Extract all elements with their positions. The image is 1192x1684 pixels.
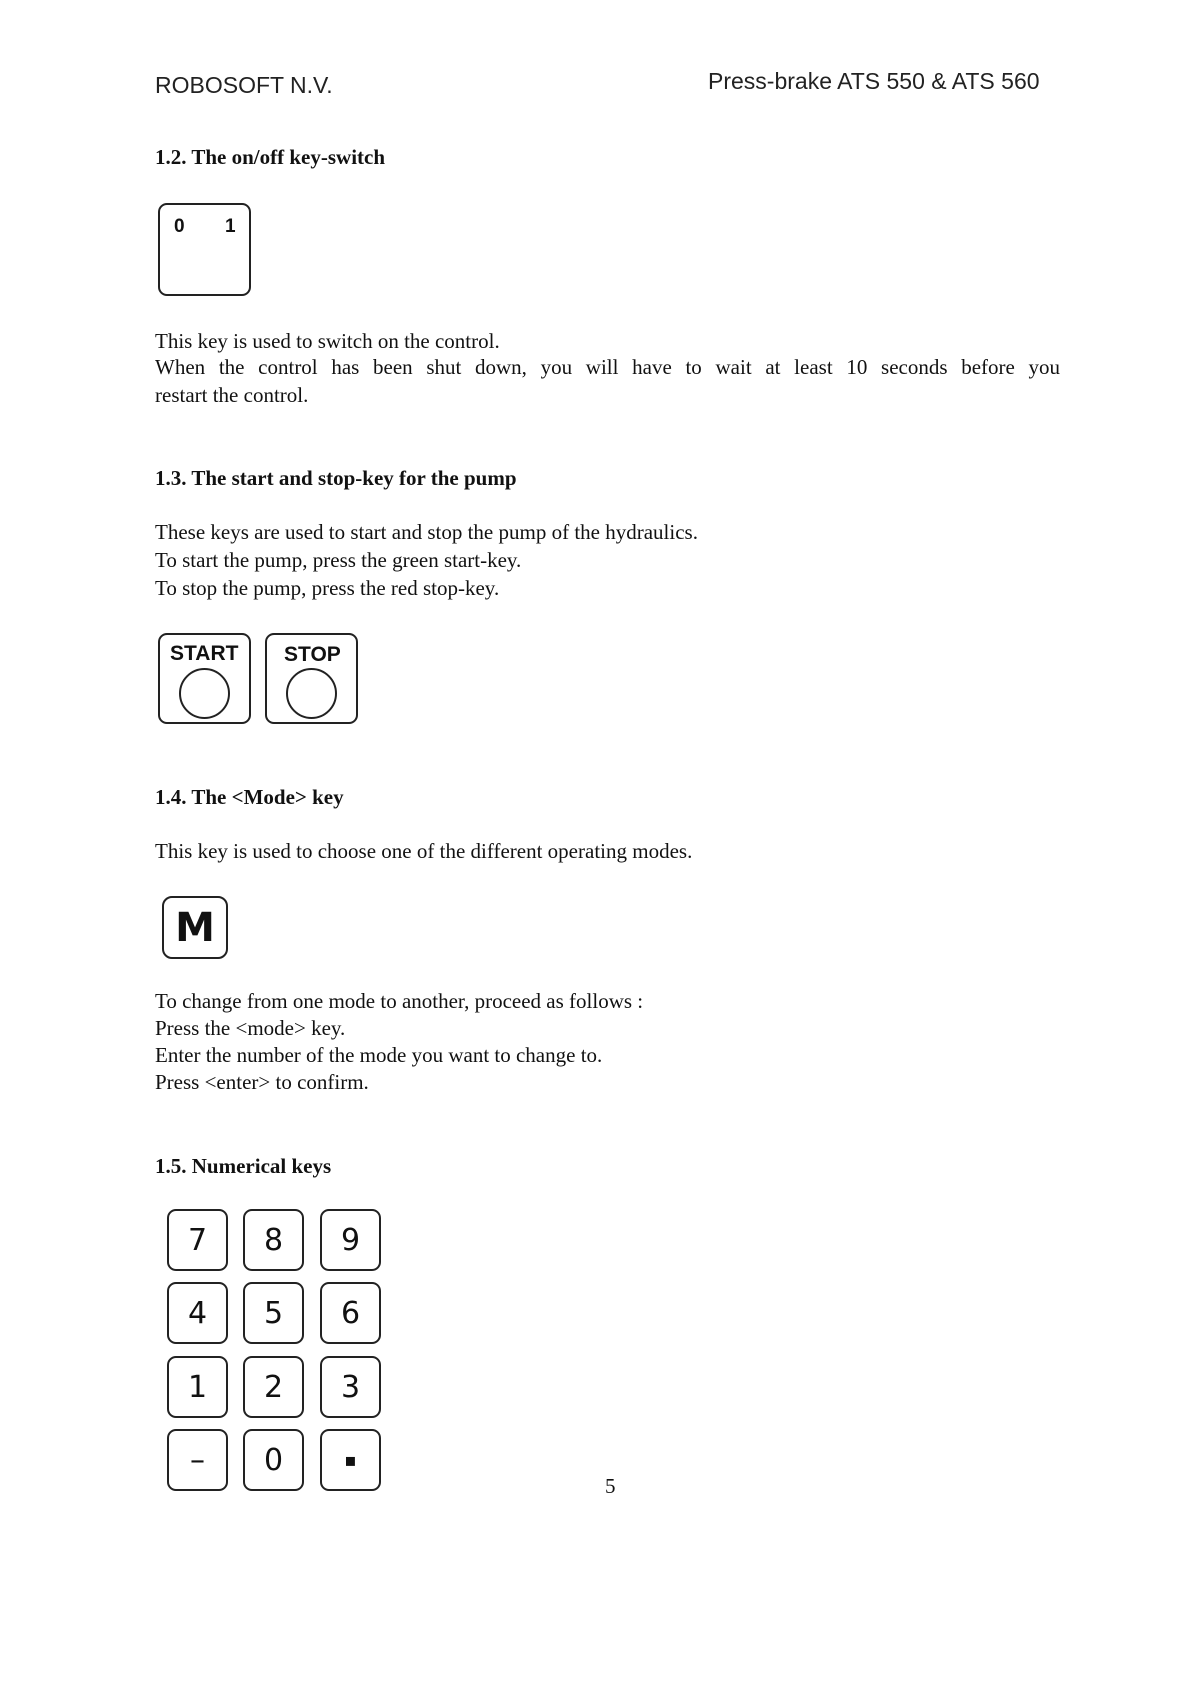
mode-text-4: Press <enter> to confirm. — [155, 1070, 369, 1094]
onoff-key-icon — [158, 203, 251, 296]
pump-text-2: To start the pump, press the green start-key. — [155, 548, 522, 572]
start-circle-icon — [179, 668, 230, 719]
numkey-6: 6 — [320, 1282, 381, 1344]
numkey-3: 3 — [320, 1356, 381, 1418]
header-product: Press-brake ATS 550 & ATS 560 — [708, 68, 1040, 94]
section-heading-pump: 1.3. The start and stop-key for the pump — [155, 466, 517, 490]
section-heading-onoff: 1.2. The on/off key-switch — [155, 145, 386, 169]
mode-key-icon — [162, 896, 228, 959]
page-number: 5 — [605, 1474, 616, 1498]
onoff-text-3: restart the control. — [155, 383, 309, 407]
numkey-5: 5 — [243, 1282, 304, 1344]
header-company: ROBOSOFT N.V. — [155, 72, 333, 98]
mode-key-label: M — [175, 904, 215, 951]
numkey-decimal-point: ▪ — [320, 1429, 381, 1491]
key-on-label: 1 — [225, 216, 236, 237]
section-heading-numerical: 1.5. Numerical keys — [155, 1154, 332, 1178]
stop-key-label: STOP — [284, 643, 341, 666]
numkey-2: 2 — [243, 1356, 304, 1418]
onoff-text-2: When the control has been shut down, you will have to wait at least 10 seconds before you — [155, 355, 1060, 379]
numkey-4: 4 — [167, 1282, 228, 1344]
numkey-0: 0 — [243, 1429, 304, 1491]
stop-key-icon — [265, 633, 358, 724]
section-heading-mode: 1.4. The <Mode> key — [155, 785, 344, 809]
mode-intro: This key is used to choose one of the different operating modes. — [155, 839, 693, 863]
start-key-label: START — [170, 642, 239, 665]
mode-text-3: Enter the number of the mode you want to change to. — [155, 1043, 603, 1067]
numkey-9: 9 — [320, 1209, 381, 1271]
numkey-8: 8 — [243, 1209, 304, 1271]
numkey-minus: – — [167, 1429, 228, 1491]
pump-text-3: To stop the pump, press the red stop-key. — [155, 576, 500, 600]
pump-text-1: These keys are used to start and stop the pump of the hydraulics. — [155, 520, 698, 544]
start-key-icon — [158, 633, 251, 724]
mode-text-1: To change from one mode to another, proceed as follows : — [155, 989, 644, 1013]
numkey-1: 1 — [167, 1356, 228, 1418]
onoff-text-1: This key is used to switch on the control. — [155, 329, 500, 353]
mode-text-2: Press the <mode> key. — [155, 1016, 346, 1040]
key-off-label: 0 — [174, 216, 185, 237]
stop-circle-icon — [286, 668, 337, 719]
numkey-7: 7 — [167, 1209, 228, 1271]
